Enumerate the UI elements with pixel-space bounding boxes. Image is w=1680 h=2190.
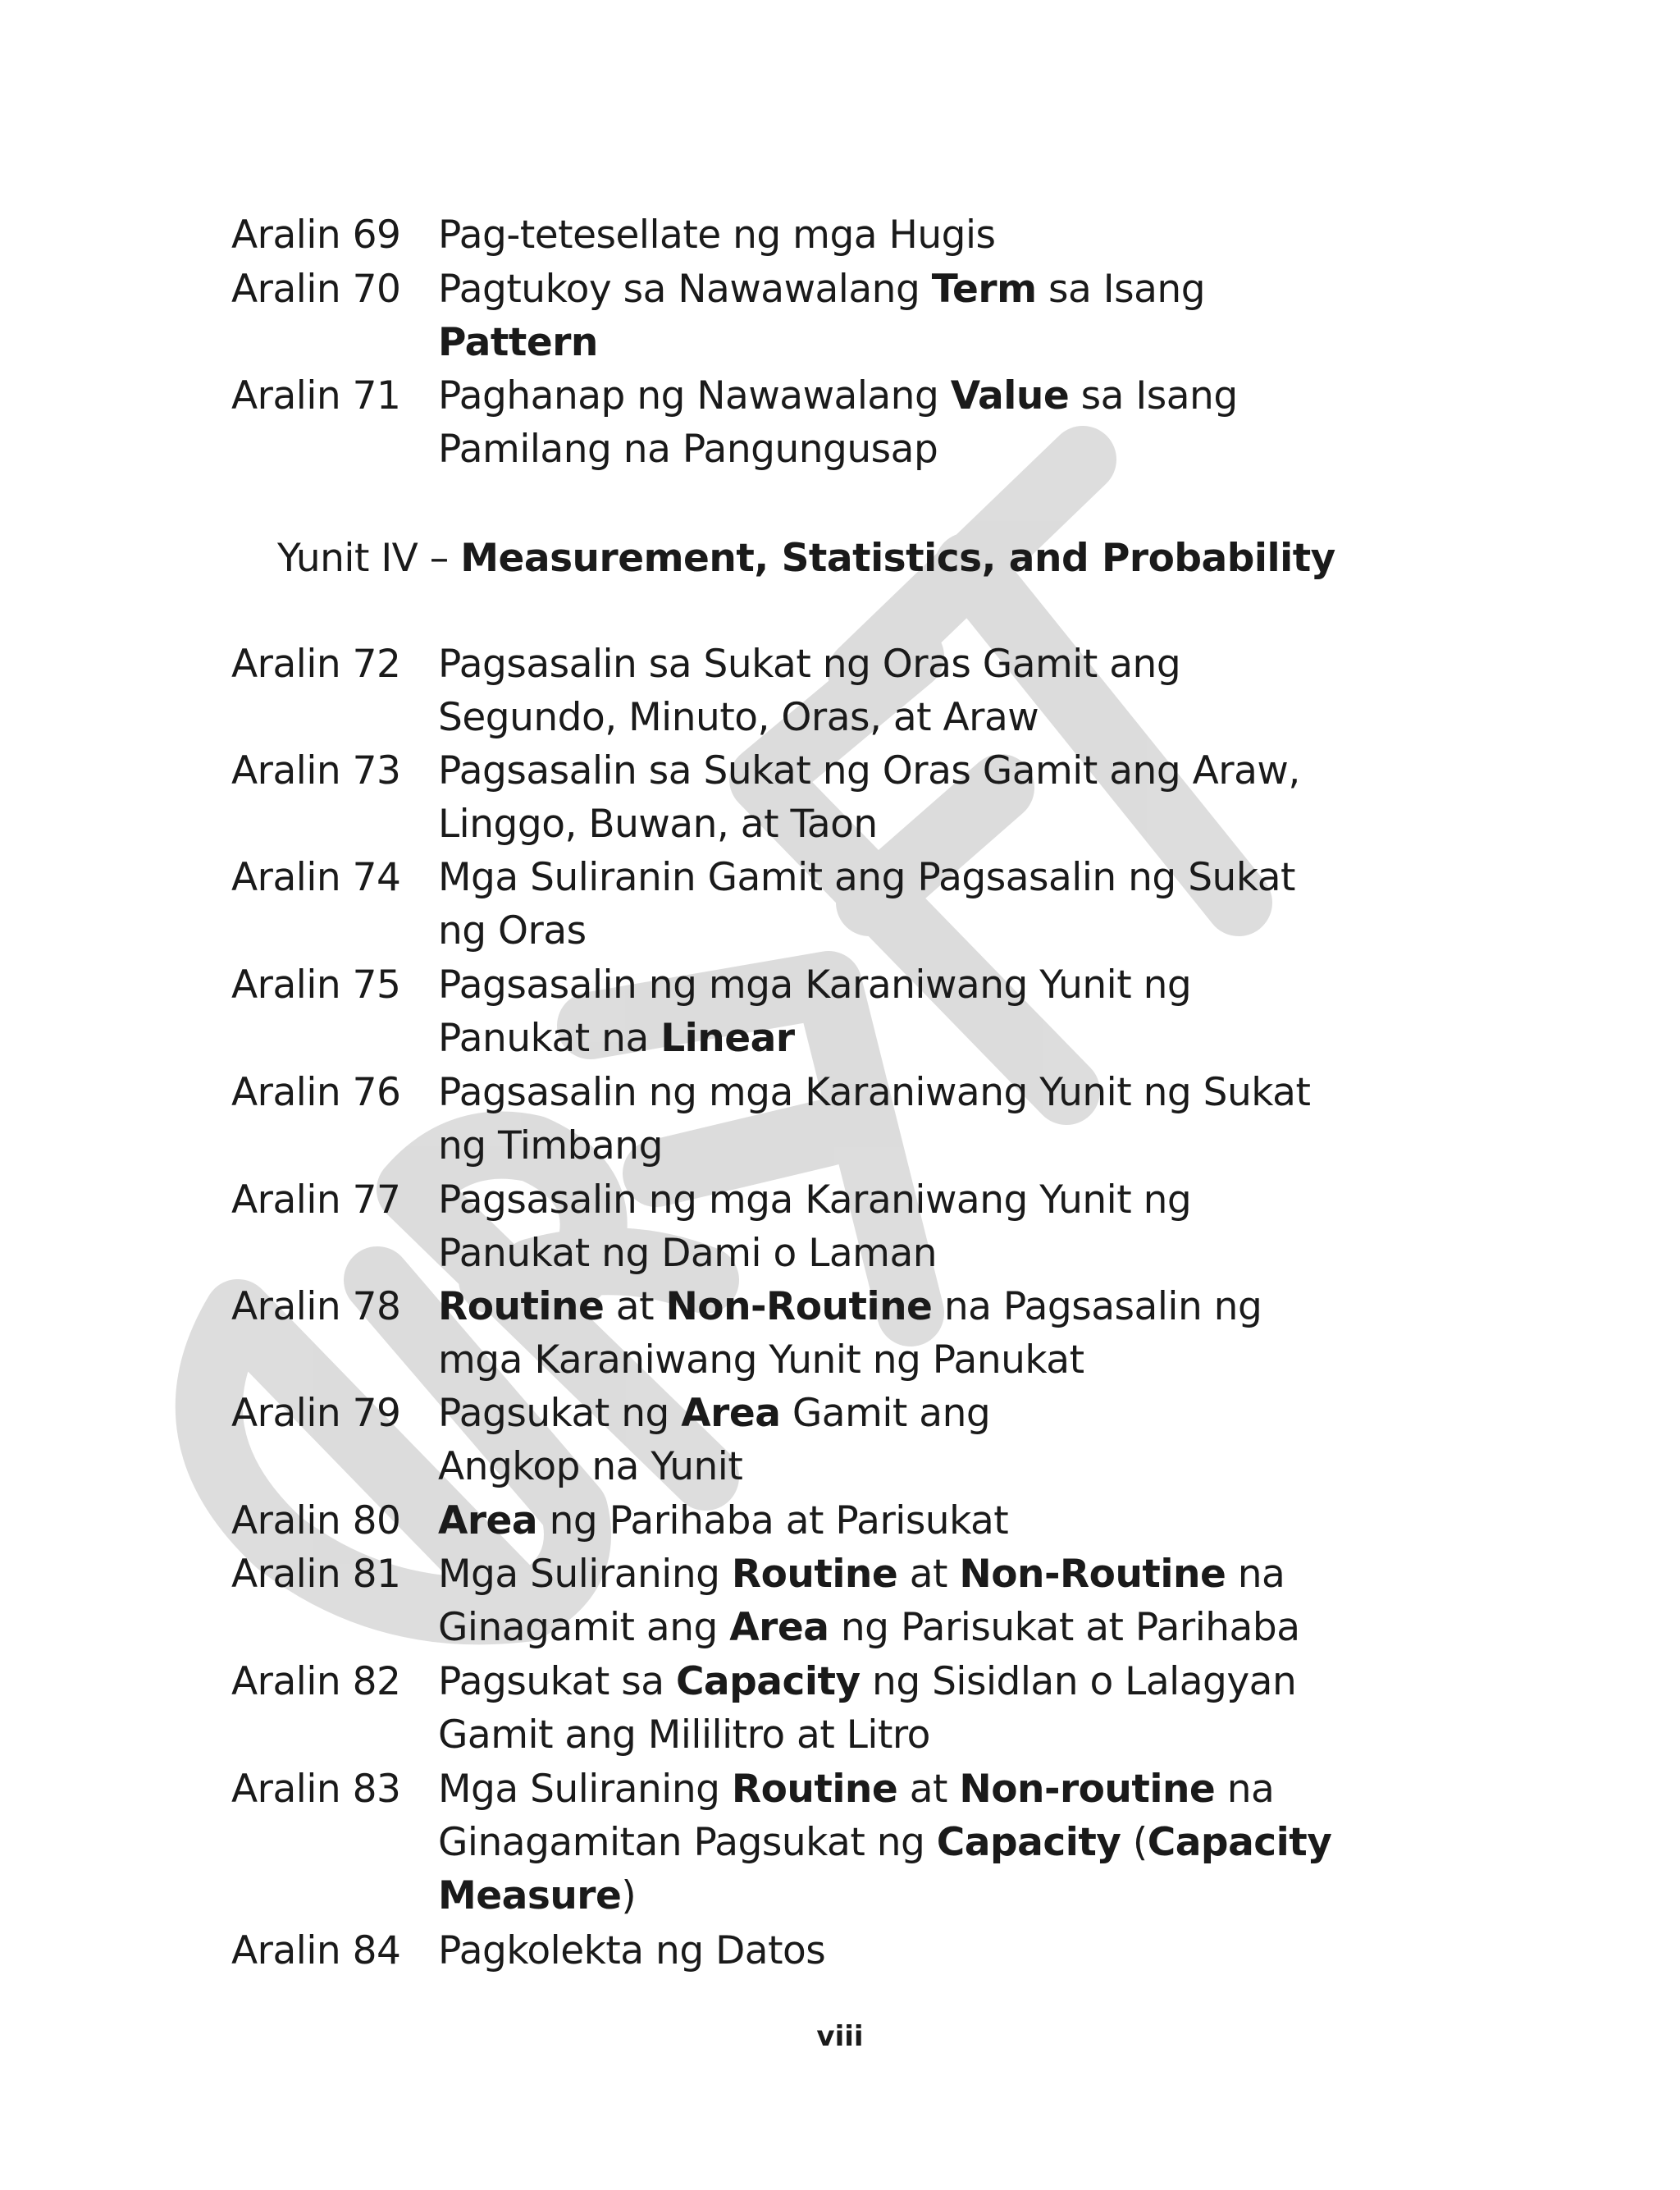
lesson-title-line [438,1708,1299,1762]
lesson-number: Aralin 71 [231,373,401,418]
lesson-title-line [438,316,1299,369]
lesson-title-bold-term: Capacity [675,1659,861,1704]
lesson-title-bold-term: Area [438,1498,538,1543]
lesson-title-text: ng Timbang [438,1123,663,1168]
lesson-title-bold-term: Linear [660,1016,795,1061]
lesson-title [438,1173,1299,1280]
lesson-title-line [438,1816,1332,1869]
lesson-title-text: Pagsukat ng [438,1391,682,1436]
lesson-title-line [438,1601,1299,1654]
lesson-number: Aralin 78 [231,1284,401,1329]
lesson-title-text: Gamit ang [780,1391,991,1436]
lesson-title-text: Ginagamit ang [438,1605,730,1650]
lesson-title-line [438,1869,1299,1923]
lesson-title-bold-term: Capacity [1147,1820,1332,1865]
lesson-title-line [438,1333,1299,1387]
lesson-title-line [438,1280,1299,1333]
lesson-number: Aralin 83 [231,1767,401,1812]
lesson-title-bold-term: Area [729,1605,829,1650]
lesson-title-text: Pagsasalin sa Sukat ng Oras Gamit ang Araw, [438,748,1300,793]
lesson-title-text: Ginagamitan Pagsukat ng [438,1820,937,1865]
lesson-number: Aralin 80 [231,1498,401,1543]
lesson-title-text: mga Karaniwang Yunit ng Panukat [438,1337,1084,1383]
lesson-title-bold-term: Pattern [438,320,598,365]
lesson-title-bold-term: Capacity [936,1820,1121,1865]
lesson-title [438,851,1299,958]
lesson-title-text: Pagsasalin ng mga Karaniwang Yunit ng [438,962,1192,1008]
page-number: viii [816,2020,864,2053]
lesson-title-bold-term: Non-Routine [959,1552,1226,1597]
lesson-title-bold-term: Area [681,1391,781,1436]
lesson-number: Aralin 75 [231,962,401,1008]
lesson-title-line [438,1387,1299,1440]
lesson-number: Aralin 73 [231,748,401,793]
lesson-title-text: Pamilang na Pangungusap [438,427,938,472]
lesson-title-text: Segundo, Minuto, Oras, at Araw [438,695,1039,740]
lesson-title-bold-term: Measure [438,1873,622,1918]
lesson-title-text: Pagsasalin ng mga Karaniwang Yunit ng [438,1177,1192,1223]
lesson-title-text: Panukat na [438,1016,661,1061]
lesson-title [438,638,1299,744]
lesson-title-line [438,1655,1299,1708]
lesson-title [438,369,1299,476]
lesson-title-line [438,798,1299,851]
lesson-number: Aralin 69 [231,213,401,258]
lesson-title-text: sa Isang [1069,373,1238,418]
lesson-title-line [438,638,1299,691]
lesson-title-text: na [1226,1552,1285,1597]
lesson-title-text: ng Parihaba at Parisukat [537,1498,1009,1543]
lesson-number: Aralin 74 [231,855,401,900]
lesson-title-text: Pagkolekta ng Datos [438,1928,826,1973]
lesson-number: Aralin 77 [231,1177,401,1223]
lesson-title-text: Pagsasalin ng mga Karaniwang Yunit ng Sukat [438,1070,1311,1115]
lesson-number: Aralin 84 [231,1928,401,1973]
lesson-title-text: at [897,1552,960,1597]
unit-title: Measurement, Statistics, and Probability [460,536,1335,581]
lesson-title-text: ( [1121,1820,1148,1865]
lesson-title-line [438,1494,1299,1548]
lesson-title-text: Panukat ng Dami o Laman [438,1231,938,1276]
lesson-title-text: ) [621,1873,637,1918]
lesson-title-bold-term: Routine [731,1767,898,1812]
lesson-title-line [438,1173,1299,1227]
lesson-title [438,1280,1299,1387]
lesson-title-bold-term: Routine [731,1552,898,1597]
lesson-title-text: ng Oras [438,908,587,953]
lesson-title-text: ng Parisukat at Parihaba [829,1605,1300,1650]
lesson-title-text: Mga Suliraning [438,1767,732,1812]
lesson-title-text: at [897,1767,960,1812]
lesson-title [438,1066,1311,1173]
lesson-title-line [438,263,1299,316]
lesson-title-text: Pag-tetesellate ng mga Hugis [438,213,996,258]
unit-heading [277,532,1335,585]
lesson-title [438,263,1299,369]
lesson-title-text: na Pagsasalin ng [932,1284,1262,1329]
lesson-title-text: Mga Suliraning [438,1552,732,1597]
lesson-title-line [438,208,1299,262]
lesson-number: Aralin 70 [231,267,401,312]
lesson-title-line [438,1119,1299,1173]
lesson-title [438,744,1299,851]
lesson-title-line [438,1066,1311,1119]
lesson-title-bold-term: Term [931,267,1037,312]
lesson-title-text: sa Isang [1036,267,1206,312]
lesson-number: Aralin 82 [231,1659,401,1704]
lesson-title-line [438,1227,1299,1280]
lesson-title-line [438,744,1299,798]
lesson-title-line [438,1440,1299,1493]
lesson-title-bold-term: Non-Routine [665,1284,933,1329]
lesson-title-text: Linggo, Buwan, at Taon [438,802,878,847]
lesson-number: Aralin 76 [231,1070,401,1115]
lesson-number: Aralin 79 [231,1391,401,1436]
lesson-title [438,958,1299,1065]
lesson-title-line [438,423,1299,476]
lesson-number: Aralin 81 [231,1552,401,1597]
unit-prefix: Yunit IV – [277,536,461,581]
lesson-title-text: Paghanap ng Nawawalang [438,373,951,418]
lesson-title-text: Pagtukoy sa Nawawalang [438,267,932,312]
lesson-title-text: Mga Suliranin Gamit ang Pagsasalin ng Sukat [438,855,1295,900]
lesson-title-line [438,1924,1299,1977]
lesson-title-line [438,691,1299,744]
lesson-title [438,1763,1332,1923]
lesson-title-text: Angkop na Yunit [438,1444,743,1489]
lesson-title-text: Pagsasalin sa Sukat ng Oras Gamit ang [438,642,1181,687]
lesson-number: Aralin 72 [231,642,401,687]
lesson-title [438,1548,1299,1654]
lesson-title [438,1655,1299,1762]
lesson-title [438,1924,1299,1977]
lesson-title-bold-term: Routine [438,1284,605,1329]
lesson-title-line [438,1763,1299,1816]
lesson-title [438,208,1299,262]
lesson-title-text: na [1215,1767,1275,1812]
lesson-title-line [438,1548,1299,1601]
lesson-title-line [438,958,1299,1012]
lesson-title [438,1387,1299,1493]
lesson-title-line [438,369,1299,423]
lesson-title-text: at [604,1284,666,1329]
lesson-title-text: Pagsukat sa [438,1659,676,1704]
lesson-title-line [438,904,1299,958]
lesson-title-line [438,851,1299,904]
lesson-title-line [438,1012,1299,1065]
lesson-title-text: Gamit ang Mililitro at Litro [438,1712,930,1758]
lesson-title [438,1494,1299,1548]
lesson-title-bold-term: Value [950,373,1070,418]
lesson-title-bold-term: Non-routine [959,1767,1216,1812]
lesson-title-text: ng Sisidlan o Lalagyan [860,1659,1297,1704]
